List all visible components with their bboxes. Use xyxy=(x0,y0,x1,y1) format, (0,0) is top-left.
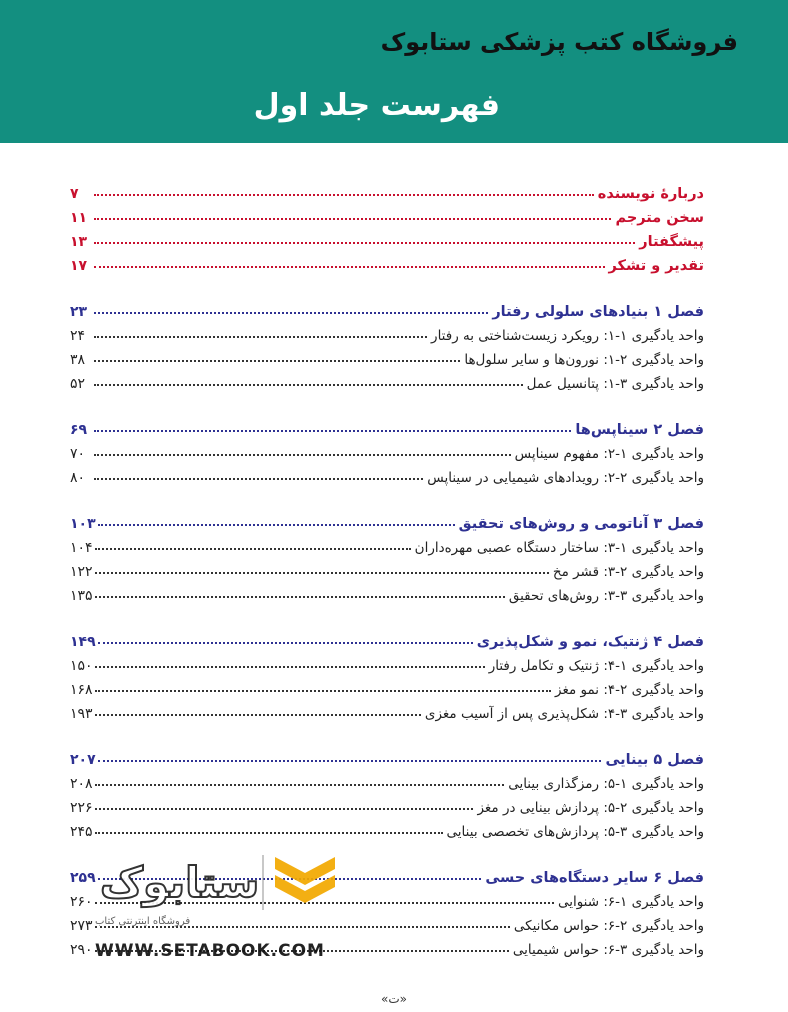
unit-item xyxy=(70,462,704,486)
unit-item xyxy=(70,768,704,792)
chapter-group xyxy=(70,744,704,840)
unit-item-title: واحد یادگیری ۱-۳: ساختار دستگاه عصبی مهره‌داران xyxy=(414,540,704,556)
unit-item xyxy=(70,816,704,840)
dot-leader xyxy=(94,242,635,244)
logo-brand-text: ستابوک xyxy=(100,858,260,907)
unit-item xyxy=(70,556,704,580)
chapter-heading-page: ۱۰۳ xyxy=(70,516,96,532)
dot-leader xyxy=(98,524,455,526)
logo-subtitle: فروشگاه اینترنتی کتاب xyxy=(95,916,191,927)
unit-item-page: ۵۲ xyxy=(70,376,86,392)
chapter-heading-title: فصل ۵ بینایی xyxy=(605,752,704,768)
dot-leader xyxy=(95,690,551,692)
unit-item-page: ۲۰۸ xyxy=(70,776,93,792)
front-matter-list xyxy=(70,178,704,274)
unit-item-title: واحد یادگیری ۱-۴: ژنتیک و تکامل رفتار xyxy=(488,658,704,674)
unit-item-page: ۱۹۳ xyxy=(70,706,93,722)
header-banner xyxy=(0,0,788,143)
unit-item-title: واحد یادگیری ۳-۶: حواس شیمیایی xyxy=(512,942,704,958)
chapter-heading-title: فصل ۳ آناتومی و روش‌های تحقیق xyxy=(458,516,704,532)
front-matter-item-title: دربارهٔ نویسنده xyxy=(597,186,704,202)
unit-item-page: ۲۹۰ xyxy=(70,942,93,958)
unit-item xyxy=(70,532,704,556)
dot-leader xyxy=(94,336,427,338)
logo-url: WWW.SETABOOK.COM xyxy=(95,941,325,961)
unit-item-title: واحد یادگیری ۱-۶: شنوایی xyxy=(557,894,704,910)
front-matter-item-page: ۱۱ xyxy=(70,210,88,226)
dot-leader xyxy=(95,808,474,810)
front-matter-item-page: ۱۳ xyxy=(70,234,88,250)
unit-item-page: ۷۰ xyxy=(70,446,86,462)
unit-item xyxy=(70,650,704,674)
chapter-heading-title: فصل ۱ بنیادهای سلولی رفتار xyxy=(492,304,704,320)
front-matter-item-page: ۱۷ xyxy=(70,258,88,274)
unit-item-title: واحد یادگیری ۲-۶: حواس مکانیکی xyxy=(513,918,704,934)
unit-item-title: واحد یادگیری ۱-۵: رمزگذاری بینایی xyxy=(508,776,704,792)
dot-leader xyxy=(98,760,602,762)
dot-leader xyxy=(95,596,505,598)
chapter-heading-page: ۱۴۹ xyxy=(70,634,96,650)
unit-item-page: ۸۰ xyxy=(70,470,86,486)
dot-leader xyxy=(94,360,460,362)
dot-leader xyxy=(95,832,443,834)
unit-item-page: ۱۳۵ xyxy=(70,588,93,604)
chapter-group xyxy=(70,414,704,486)
dot-leader xyxy=(95,572,549,574)
unit-item-title: واحد یادگیری ۲-۴: نمو مغز xyxy=(555,682,704,698)
unit-item-title: واحد یادگیری ۲-۱: نورون‌ها و سایر سلول‌ها xyxy=(464,352,704,368)
volume-title: فهرست جلد اول xyxy=(253,88,500,123)
dot-leader xyxy=(98,642,473,644)
unit-item-title: واحد یادگیری ۲-۲: رویدادهای شیمیایی در سیناپس xyxy=(427,470,704,486)
chapter-heading-title: فصل ۴ ژنتیک، نمو و شکل‌پذیری xyxy=(476,634,704,650)
chapter-heading xyxy=(70,626,704,650)
front-matter-item xyxy=(70,202,704,226)
dot-leader xyxy=(94,312,488,314)
unit-item-page: ۱۰۴ xyxy=(70,540,93,556)
front-matter-item-title: سخن مترجم xyxy=(615,210,704,226)
unit-item-title: واحد یادگیری ۳-۵: پردازش‌های تخصصی بینایی xyxy=(446,824,704,840)
unit-item-title: واحد یادگیری ۲-۳: قشر مخ xyxy=(552,564,704,580)
chapter-heading-page: ۶۹ xyxy=(70,422,88,438)
front-matter-item xyxy=(70,178,704,202)
unit-item-title: واحد یادگیری ۳-۴: شکل‌پذیری پس از آسیب مغزی xyxy=(424,706,704,722)
chapter-group xyxy=(70,626,704,722)
front-matter-item-title: پیشگفتار xyxy=(639,234,704,250)
chapter-heading xyxy=(70,414,704,438)
unit-item-title: واحد یادگیری ۱-۱: رویکرد زیست‌شناختی به رفتار xyxy=(431,328,704,344)
chapter-heading xyxy=(70,508,704,532)
unit-item-page: ۱۵۰ xyxy=(70,658,93,674)
unit-item-title: واحد یادگیری ۳-۱: پتانسیل عمل xyxy=(526,376,704,392)
dot-leader xyxy=(95,784,505,786)
unit-item-page: ۲۴۵ xyxy=(70,824,93,840)
chapter-heading xyxy=(70,744,704,768)
unit-item-page: ۱۲۲ xyxy=(70,564,93,580)
setabook-logo-icon xyxy=(95,845,345,915)
dot-leader xyxy=(94,384,523,386)
unit-item xyxy=(70,320,704,344)
store-name: فروشگاه کتب پزشکی ستابوک xyxy=(380,28,738,56)
chapter-group xyxy=(70,296,704,392)
dot-leader xyxy=(94,266,605,268)
dot-leader xyxy=(94,430,571,432)
dot-leader xyxy=(94,194,594,196)
front-matter-item xyxy=(70,250,704,274)
unit-item-page: ۳۸ xyxy=(70,352,86,368)
unit-item xyxy=(70,674,704,698)
unit-item-title: واحد یادگیری ۱-۲: مفهوم سیناپس xyxy=(514,446,704,462)
unit-item xyxy=(70,438,704,462)
dot-leader xyxy=(95,548,411,550)
unit-item-title: واحد یادگیری ۲-۵: پردازش بینایی در مغز xyxy=(477,800,704,816)
chapter-heading-page: ۲۵۹ xyxy=(70,870,96,886)
dot-leader xyxy=(95,666,485,668)
dot-leader xyxy=(94,218,611,220)
unit-item-page: ۱۶۸ xyxy=(70,682,93,698)
table-of-contents xyxy=(70,178,704,958)
unit-item xyxy=(70,344,704,368)
chapter-heading-title: فصل ۶ سایر دستگاه‌های حسی xyxy=(485,870,704,886)
dot-leader xyxy=(94,454,511,456)
page-number: «ت» xyxy=(381,992,407,1006)
chapter-group xyxy=(70,508,704,604)
unit-item xyxy=(70,792,704,816)
unit-item-page: ۲۲۶ xyxy=(70,800,93,816)
dot-leader xyxy=(95,714,421,716)
setabook-watermark xyxy=(95,845,345,965)
chapter-heading xyxy=(70,296,704,320)
unit-item xyxy=(70,368,704,392)
front-matter-item xyxy=(70,226,704,250)
chapter-heading-title: فصل ۲ سیناپس‌ها xyxy=(575,422,704,438)
unit-item-page: ۲۴ xyxy=(70,328,86,344)
front-matter-item-page: ۷ xyxy=(70,186,79,202)
unit-item-page: ۲۶۰ xyxy=(70,894,93,910)
unit-item-page: ۲۷۳ xyxy=(70,918,93,934)
chapter-heading-page: ۲۳ xyxy=(70,304,88,320)
dot-leader xyxy=(94,478,423,480)
chapter-heading-page: ۲۰۷ xyxy=(70,752,96,768)
front-matter-item-title: تقدیر و تشکر xyxy=(608,258,704,274)
unit-item xyxy=(70,580,704,604)
unit-item-title: واحد یادگیری ۳-۳: روش‌های تحقیق xyxy=(508,588,704,604)
unit-item xyxy=(70,698,704,722)
